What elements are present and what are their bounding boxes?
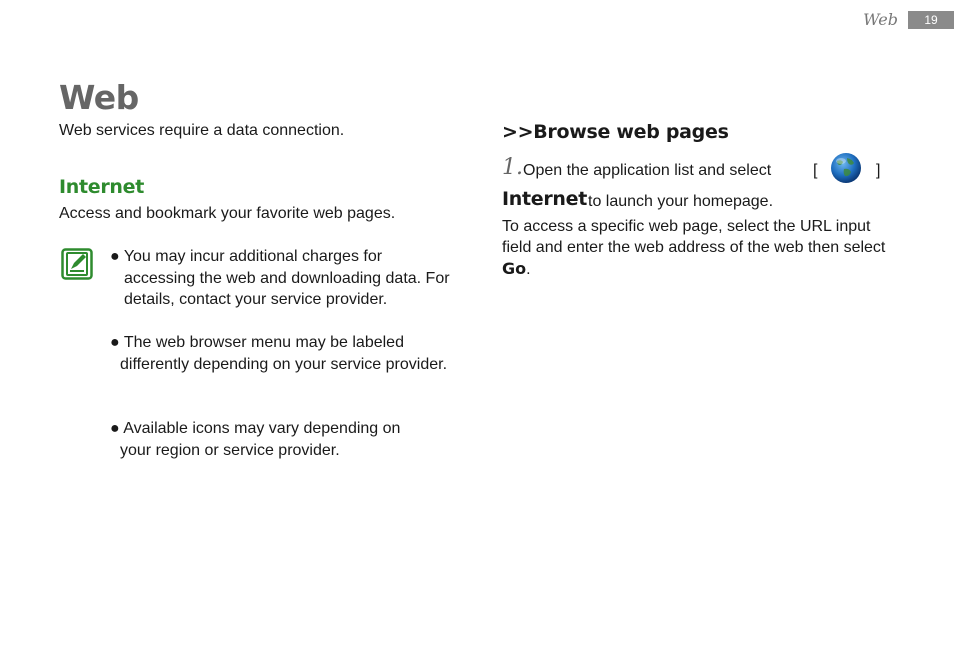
note-continuation: accessing the web and downloading data. For details, contact your service provider. — [124, 269, 450, 308]
bracket-open: [ — [813, 162, 818, 179]
step-detail-end: . — [526, 261, 531, 278]
step-detail-text: To access a specific web page, select the URL input field and enter the web address of the web then select — [502, 218, 886, 256]
note-bullet: ● — [110, 334, 120, 351]
bracket-close: ] — [876, 162, 881, 179]
page-header — [863, 10, 954, 29]
note-item — [110, 246, 470, 311]
internet-section-description: Access and bookmark your favorite web pages. — [59, 205, 396, 222]
note-first-line: The web browser menu may be labeled — [123, 334, 404, 351]
browse-section-title: >>Browse web pages — [502, 121, 729, 143]
internet-section-title: Internet — [59, 176, 145, 198]
note-continuation: your region or service provider. — [120, 441, 340, 459]
page-number: 19 — [908, 11, 954, 29]
app-name-internet: Internet — [502, 188, 588, 210]
globe-icon — [830, 152, 862, 184]
step-text: Open the application list and select — [523, 162, 772, 179]
step-text-continuation: to launch your homepage. — [588, 193, 774, 210]
note-bullet: ● — [110, 420, 120, 437]
note-first-line: You may incur additional charges for — [123, 248, 383, 265]
step-detail — [502, 216, 902, 280]
page-title: Web — [59, 78, 139, 117]
go-label: Go — [502, 259, 527, 278]
header-section-label: Web — [863, 10, 898, 29]
note-item — [110, 418, 450, 461]
note-icon — [61, 248, 93, 280]
note-bullet: ● — [110, 248, 120, 265]
note-first-line: Available icons may vary depending on — [123, 420, 401, 437]
step-number: 1. — [502, 155, 523, 180]
note-continuation: differently depending on your service provider. — [120, 355, 448, 373]
intro-text: Web services require a data connection. — [59, 122, 345, 139]
note-item — [110, 332, 450, 375]
